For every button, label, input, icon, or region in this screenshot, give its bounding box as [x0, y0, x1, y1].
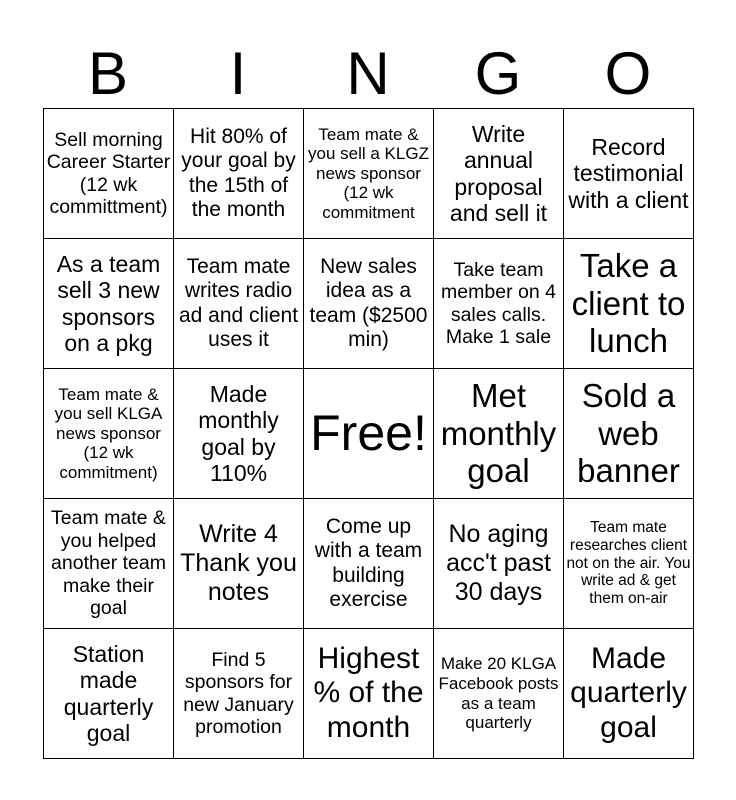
bingo-cell [304, 629, 434, 759]
cell-text: Write annual proposal and sell it [449, 120, 548, 226]
cell-text: Met monthly goal [440, 376, 557, 490]
cell-text: Take team member on 4 sales calls. Make 1 sale [441, 258, 556, 348]
free-space-text: Free! [310, 404, 427, 461]
bingo-cell [44, 629, 174, 759]
bingo-cell [44, 499, 174, 629]
cell-text: New sales idea as a team ($2500 min) [309, 255, 428, 351]
header-letter-n: N [346, 40, 390, 107]
header-letter-b: B [87, 40, 129, 107]
cell-text: As a team sell 3 new sponsors on a pkg [56, 250, 161, 356]
bingo-cell [304, 109, 434, 239]
cell-text: Take a client to lunch [571, 246, 686, 360]
cell-text: Hit 80% of your goal by the 15th of the month [181, 125, 296, 221]
bingo-cell [304, 239, 434, 369]
bingo-cell [44, 109, 174, 239]
cell-text: Sell morning Career Starter (12 wk committment) [46, 128, 171, 218]
bingo-cell [564, 369, 694, 499]
board-row [44, 239, 694, 369]
board-row [44, 499, 694, 629]
cell-text: Team mate & you sell a KLGZ news sponsor (12 wk commitment [308, 124, 429, 222]
bingo-cell [174, 369, 304, 499]
bingo-cell [174, 499, 304, 629]
cell-text: Come up with a team building exercise [314, 515, 423, 611]
bingo-cell [434, 369, 564, 499]
cell-text: Record testimonial with a client [568, 133, 689, 213]
cell-text: Highest % of the month [313, 641, 424, 744]
bingo-cell [434, 239, 564, 369]
bingo-cell [564, 109, 694, 239]
cell-text: No aging acc't past 30 days [446, 520, 551, 606]
board-row [44, 369, 694, 499]
bingo-cell [174, 109, 304, 239]
bingo-header [43, 40, 693, 108]
cell-text: Made quarterly goal [570, 641, 687, 744]
board-row [44, 109, 694, 239]
bingo-cell [434, 629, 564, 759]
bingo-cell [174, 629, 304, 759]
cell-text: Write 4 Thank you notes [180, 520, 297, 606]
bingo-cell [44, 369, 174, 499]
bingo-cell [564, 499, 694, 629]
bingo-cell [174, 239, 304, 369]
cell-text: Sold a web banner [577, 376, 680, 490]
cell-text: Find 5 sponsors for new January promotion [183, 648, 294, 738]
free-space-cell [304, 369, 434, 499]
header-letter-o: O [604, 40, 652, 107]
bingo-cell [564, 629, 694, 759]
bingo-cell [564, 239, 694, 369]
bingo-cell [44, 239, 174, 369]
cell-text: Station made quarterly goal [63, 640, 154, 746]
cell-text: Make 20 KLGA Facebook posts as a team quarterly [438, 654, 559, 733]
cell-text: Made monthly goal by 110% [198, 380, 279, 486]
cell-text: Team mate & you helped another team make their goal [51, 507, 166, 620]
bingo-cell [434, 109, 564, 239]
header-letter-i: I [229, 40, 247, 107]
board-row [44, 629, 694, 759]
cell-text: Team mate writes radio ad and client uses it [178, 255, 299, 351]
bingo-cell [304, 499, 434, 629]
bingo-board [43, 108, 694, 759]
bingo-cell [434, 499, 564, 629]
header-letter-g: G [474, 40, 522, 107]
cell-text: Team mate & you sell KLGA news sponsor (12 wk commitment) [54, 384, 163, 482]
cell-text: Team mate researches client not on the air. You write ad & get them on-air [566, 518, 691, 608]
